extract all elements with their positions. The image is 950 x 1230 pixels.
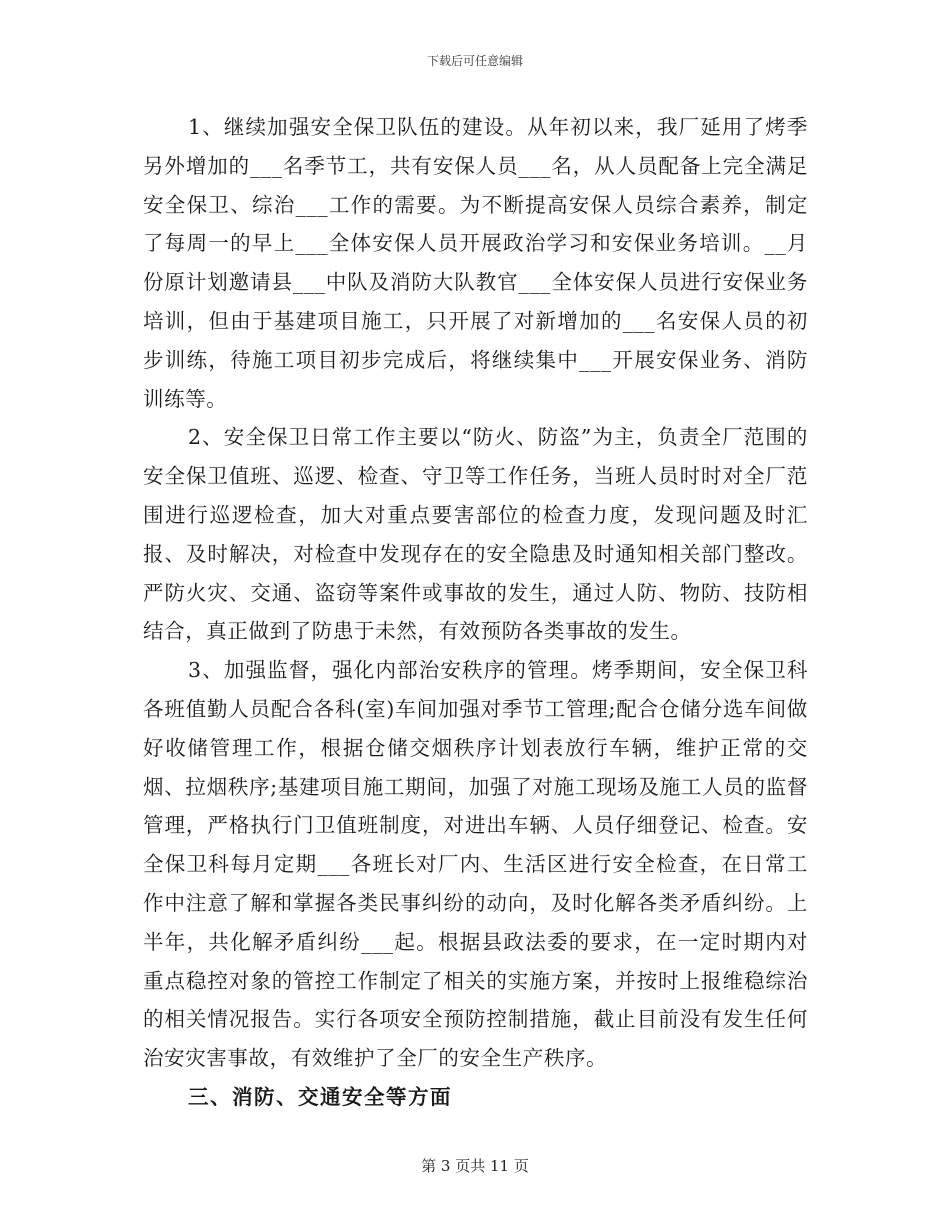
paragraph-1: 1、继续加强安全保卫队伍的建设。从年初以来，我厂延用了烤季另外增加的___名季节工，共有安保人员___名，从人员配备上完全满足安全保卫、综治___工作的需要。为不断提高安保人员综合素养，制定了每周一的早上___全体安保人员开展政治学习和安保业务培训。__月份原计划邀请县___中队及消防大队教官___全体安保人员进行安保业务培训，但由于基建项目施工，只开展了对新增加的___名安保人员的初步训练，待施工项目初步完成后，将继续集中___开展安保业务、消防训练等。 [143,115,808,411]
section-heading: 三、消防、交通安全等方面 [188,1084,452,1109]
paragraph-3: 3、加强监督，强化内部治安秩序的管理。烤季期间，安全保卫科各班值勤人员配合各科(室)车间加强对季节工管理;配合仓储分选车间做好收储管理工作，根据仓储交烟秩序计划表放行车辆，维护正常的交烟、拉烟秩序;基建项目施工期间，加强了对施工现场及施工人员的监督管理，严格执行门卫值班制度，对进出车辆、人员仔细登记、检查。安全保卫科每月定期___各班长对厂内、生活区进行安全检查，在日常工作中注意了解和掌握各类民事纠纷的动向，及时化解各类矛盾纠纷。上半年，共化解矛盾纠纷___起。根据县政法委的要求，在一定时期内对重点稳控对象的管控工作制定了相关的实施方案，并按时上报维稳综治的相关情况报告。实行各项安全预防控制措施，截止目前没有发生任何治安灾害事故，有效维护了全厂的安全生产秩序。 [143,658,808,1071]
document-body [143,108,808,1117]
page-header: 下载后可任意编辑 [426,54,523,68]
paragraph-2: 2、安全保卫日常工作主要以“防火、防盗”为主，负责全厂范围的安全保卫值班、巡逻、检查、守卫等工作任务，当班人员时时对全厂范围进行巡逻检查，加大对重点要害部位的检查力度，发现问题及时汇报、及时解决，对检查中发现存在的安全隐患及时通知相关部门整改。严防火灾、交通、盗窃等案件或事故的发生，通过人防、物防、技防相结合，真正做到了防患于未然，有效预防各类事故的发生。 [143,425,808,644]
page-number: 第 3 页共 11 页 [421,1157,529,1175]
